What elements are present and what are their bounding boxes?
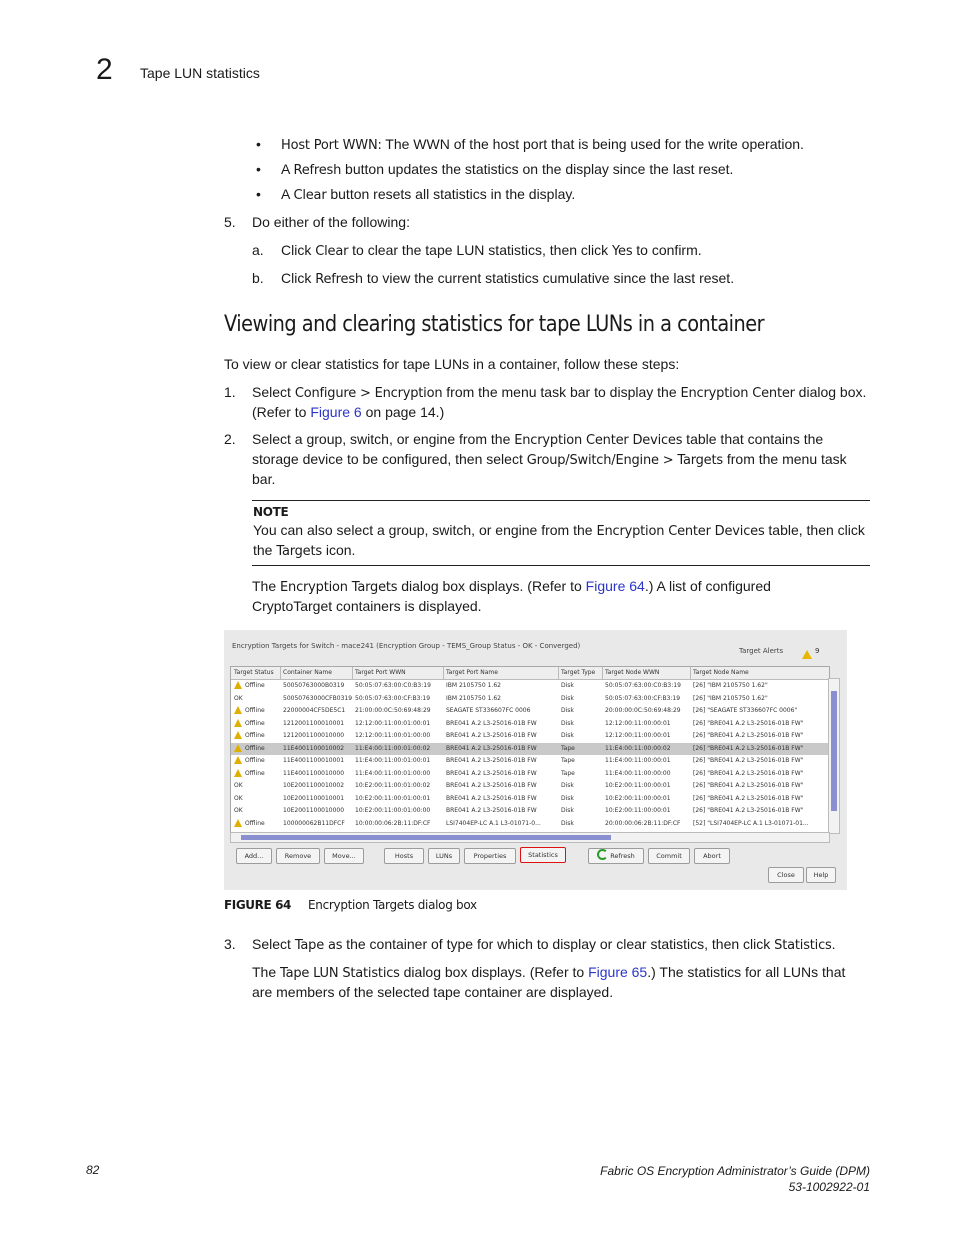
scroll-thumb[interactable] (241, 835, 611, 840)
warning-icon (802, 644, 812, 663)
column-header[interactable]: Target Node Name (693, 669, 749, 676)
table-cell: 11:E4:00:11:00:00:00 (605, 769, 671, 777)
table-cell: 10:E2:00:11:00:00:01 (605, 807, 671, 814)
table-row[interactable] (231, 743, 829, 756)
table-cell: OK (234, 694, 243, 702)
substep-label: b. (252, 270, 264, 286)
table-cell: 11:E4:00:11:00:01:00:00 (355, 769, 431, 777)
chapter-title: Tape LUN statistics (140, 65, 260, 81)
footer-doc-info (600, 1163, 870, 1195)
doc-title: Fabric OS Encryption Administrator’s Guide (DPM) (600, 1164, 870, 1178)
column-divider[interactable] (558, 667, 559, 679)
table-cell: 10:E2:00:11:00:01:00:00 (355, 807, 431, 814)
table-cell: BRE041 A.2 L3-25016-01B FW (446, 794, 537, 802)
table-row[interactable] (231, 793, 829, 806)
refresh-button[interactable]: Refresh (588, 848, 644, 864)
table-cell: 50050763000B0319 (283, 682, 345, 689)
table-cell: 100000062B11DFCF (283, 819, 345, 827)
table-cell: 10:00:00:06:2B:11:DF:CF (355, 819, 431, 827)
step-number: 2. (224, 431, 236, 447)
table-cell: Disk (561, 807, 574, 814)
table-cell: 22000004CF5DE5C1 (283, 707, 346, 714)
table-cell: Offline (245, 682, 265, 689)
table-cell: [26] "BRE041 A.2 L3-25016-01B FW" (693, 807, 804, 814)
doc-number: 53-1002922-01 (788, 1180, 870, 1194)
table-cell: Disk (561, 819, 574, 827)
table-cell: 11:E4:00:11:00:01:00:02 (355, 744, 431, 752)
abort-button[interactable]: Abort (694, 848, 730, 864)
step-number: 1. (224, 384, 236, 400)
note-text: You can also select a group, switch, or engine from the Encryption Center Devices table, then click the Targets icon. (253, 522, 865, 559)
figure-64-link[interactable]: Figure 64 (585, 578, 645, 594)
table-cell: Disk (561, 719, 574, 727)
table-cell: 12:12:00:11:00:01:00:00 (355, 732, 431, 739)
table-cell: IBM 2105750 1.62 (446, 694, 501, 702)
table-cell: 10:E2:00:11:00:00:01 (605, 782, 671, 789)
encryption-targets-dialog (224, 630, 847, 890)
substep-a: Click Clear to clear the tape LUN statistics, then click Yes to confirm. (281, 242, 702, 259)
table-cell: Disk (561, 707, 574, 714)
table-cell: 11E4001100010002 (283, 744, 345, 752)
table-cell: [26] "IBM 2105750 1.62" (693, 682, 768, 689)
bullet-marker: • (256, 161, 261, 177)
step5-text: Do either of the following: (252, 214, 410, 230)
table-row[interactable] (231, 680, 829, 693)
step-number: 5. (224, 214, 236, 230)
target-alerts-count: 9 (815, 647, 820, 655)
table-row[interactable] (231, 693, 829, 706)
table-row[interactable] (231, 718, 829, 731)
commit-button[interactable]: Commit (648, 848, 690, 864)
table-cell: BRE041 A.2 L3-25016-01B FW (446, 782, 537, 789)
warning-icon (234, 744, 242, 752)
table-cell: OK (234, 807, 243, 814)
table-cell: 12:12:00:11:00:00:01 (605, 719, 671, 727)
luns-button[interactable]: LUNs (428, 848, 460, 864)
table-header (231, 667, 829, 680)
substep-b: Click Refresh to view the current statistics cumulative since the last reset. (281, 270, 735, 287)
table-cell: 1212001100010001 (283, 719, 345, 727)
warning-icon (234, 731, 242, 739)
table-cell: Tape (561, 769, 575, 777)
column-header[interactable]: Target Status (234, 669, 274, 676)
column-header[interactable]: Target Node WWN (605, 669, 660, 676)
warning-icon (234, 719, 242, 727)
close-button[interactable]: Close (768, 867, 804, 883)
table-cell: 10:E2:00:11:00:00:01 (605, 794, 671, 802)
targets-paragraph: The Encryption Targets dialog box displays. (Refer to Figure 64.) A list of configured CryptoTarget containers is displayed. (252, 578, 771, 614)
table-cell: [26] "BRE041 A.2 L3-25016-01B FW" (693, 782, 804, 789)
table-cell: Offline (245, 707, 265, 714)
table-cell: 10E2001100010002 (283, 782, 345, 789)
figure-caption: Encryption Targets dialog box (308, 898, 477, 912)
warning-icon (234, 769, 242, 777)
table-cell: Disk (561, 732, 574, 739)
table-cell: 11:E4:00:11:00:00:02 (605, 744, 671, 752)
horizontal-scrollbar[interactable] (230, 832, 830, 843)
table-cell: [26] "IBM 2105750 1.62" (693, 694, 768, 702)
scroll-thumb[interactable] (831, 691, 837, 811)
properties-button[interactable]: Properties (464, 848, 516, 864)
table-cell: BRE041 A.2 L3-25016-01B FW (446, 719, 537, 727)
column-header[interactable]: Container Name (283, 669, 332, 676)
chapter-number: 2 (96, 53, 113, 86)
step2-text: Select a group, switch, or engine from the Encryption Center Devices table that contains the storage device to be configured, then select Group/Switch/Engine > Targets from the menu task bar. (252, 431, 847, 487)
tape-lun-statistics-paragraph: The Tape LUN Statistics dialog box displays. (Refer to Figure 65.) The statistics for all LUNs that are members of the selected tape container are displayed. (252, 964, 846, 1000)
table-cell: 12:12:00:11:00:00:01 (605, 732, 671, 739)
table-cell: Offline (245, 757, 265, 764)
table-cell: 11E4001100010001 (283, 757, 345, 764)
table-row[interactable] (231, 705, 829, 718)
table-cell: [26] "BRE041 A.2 L3-25016-01B FW" (693, 757, 804, 764)
table-cell: Offline (245, 719, 265, 727)
table-cell: BRE041 A.2 L3-25016-01B FW (446, 757, 537, 764)
table-cell: LSI7404EP-LC A.1 L3-01071-0... (446, 819, 541, 827)
table-cell: Offline (245, 769, 265, 777)
table-cell: [26] "SEAGATE ST336607FC 0006" (693, 707, 798, 714)
page-number: 82 (86, 1163, 100, 1177)
table-cell: 11E4001100010000 (283, 769, 345, 777)
table-cell: 1212001100010000 (283, 732, 345, 739)
table-cell: 10E2001100010000 (283, 807, 345, 814)
table-cell: Disk (561, 682, 574, 689)
add-button[interactable]: Add... (236, 848, 272, 864)
table-cell: 50:05:07:63:00:CF:B3:19 (355, 694, 431, 702)
step-number: 3. (224, 936, 236, 952)
step3-text: Select Tape as the container of type for which to display or clear statistics, then click Statistics. (252, 936, 836, 953)
table-cell: 12:12:00:11:00:01:00:01 (355, 719, 431, 727)
table-cell: [26] "BRE041 A.2 L3-25016-01B FW" (693, 744, 804, 752)
section-intro: To view or clear statistics for tape LUNs in a container, follow these steps: (224, 356, 680, 372)
table-cell: BRE041 A.2 L3-25016-01B FW (446, 744, 537, 752)
table-cell: [26] "BRE041 A.2 L3-25016-01B FW" (693, 719, 804, 727)
warning-icon (234, 706, 242, 714)
note-label: NOTE (253, 505, 289, 519)
warning-icon (234, 756, 242, 764)
remove-button[interactable]: Remove (276, 848, 320, 864)
statistics-button[interactable]: Statistics (520, 847, 566, 863)
table-row[interactable] (231, 755, 829, 768)
table-cell: Disk (561, 794, 574, 802)
move-button[interactable]: Move... (324, 848, 364, 864)
column-divider[interactable] (280, 667, 281, 679)
table-cell: IBM 2105750 1.62 (446, 682, 501, 689)
table-cell: BRE041 A.2 L3-25016-01B FW (446, 732, 537, 739)
table-cell: 20:00:00:06:2B:11:DF:CF (605, 819, 681, 827)
table-cell: OK (234, 782, 243, 789)
table-row[interactable] (231, 768, 829, 781)
table-cell: 11:E4:00:11:00:01:00:01 (355, 757, 431, 764)
bullet-refresh: A Refresh button updates the statistics on the display since the last reset. (281, 161, 734, 178)
table-cell: 10E2001100010001 (283, 794, 345, 802)
table-cell: 50:05:07:63:00:CF:B3:19 (605, 694, 681, 702)
bullet-marker: • (256, 186, 261, 202)
substep-label: a. (252, 242, 264, 258)
table-cell: [26] "BRE041 A.2 L3-25016-01B FW" (693, 732, 804, 739)
table-cell: 50:05:07:63:00:C0:B3:19 (605, 682, 681, 689)
refresh-icon (597, 849, 608, 860)
table-cell: 20:00:00:0C:50:69:48:29 (605, 707, 681, 714)
table-cell: 10:E2:00:11:00:01:00:02 (355, 782, 431, 789)
column-divider[interactable] (352, 667, 353, 679)
table-cell: 10:E2:00:11:00:01:00:01 (355, 794, 431, 802)
table-cell: OK (234, 794, 243, 802)
dialog-title: Encryption Targets for Switch - mace241 (Encryption Group - TEMS_Group Status - OK - Converged) (232, 642, 581, 650)
vertical-scrollbar[interactable] (828, 678, 840, 834)
table-row[interactable] (231, 780, 829, 793)
bullet-marker: • (256, 136, 261, 152)
column-divider[interactable] (690, 667, 691, 679)
figure-65-link[interactable]: Figure 65 (588, 964, 648, 980)
table-cell: [26] "BRE041 A.2 L3-25016-01B FW" (693, 794, 804, 802)
table-cell: 21:00:00:0C:50:69:48:29 (355, 707, 431, 714)
column-divider[interactable] (443, 667, 444, 679)
figure-label: FIGURE 64 (224, 898, 291, 912)
column-divider[interactable] (602, 667, 603, 679)
table-cell: BRE041 A.2 L3-25016-01B FW (446, 807, 537, 814)
warning-icon (234, 681, 242, 689)
column-header[interactable]: Target Type (561, 669, 596, 676)
table-cell: Tape (561, 744, 575, 752)
table-cell: BRE041 A.2 L3-25016-01B FW (446, 769, 537, 777)
warning-icon (234, 819, 242, 827)
section-heading: Viewing and clearing statistics for tape LUNs in a container (224, 312, 765, 337)
bullet-clear: A Clear button resets all statistics in the display. (281, 186, 576, 203)
table-cell: 11:E4:00:11:00:00:01 (605, 757, 671, 764)
table-cell: [52] "LSI7404EP-LC A.1 L3-01071-01... (693, 819, 809, 827)
table-row[interactable] (231, 818, 829, 831)
target-alerts-label[interactable]: Target Alerts (739, 647, 784, 655)
help-button[interactable]: Help (806, 867, 836, 883)
table-row[interactable] (231, 730, 829, 743)
table-cell: Offline (245, 744, 265, 752)
table-cell: 50:05:07:63:00:C0:B3:19 (355, 682, 431, 689)
table-cell: Tape (561, 757, 575, 764)
table-cell: Disk (561, 782, 574, 789)
table-cell: Disk (561, 694, 574, 702)
targets-table (230, 666, 830, 834)
column-header[interactable]: Target Port WWN (355, 669, 406, 676)
step1-text: Select Configure > Encryption from the menu task bar to display the Encryption Center dialog box. (Refer to Figure 6 on page 14.) (252, 384, 867, 420)
column-header[interactable]: Target Port Name (446, 669, 498, 676)
figure-6-link[interactable]: Figure 6 (310, 404, 362, 420)
table-cell: SEAGATE ST336607FC 0006 (446, 707, 531, 714)
table-cell: Offline (245, 732, 265, 739)
table-cell: Offline (245, 819, 265, 827)
table-cell: [26] "BRE041 A.2 L3-25016-01B FW" (693, 769, 804, 777)
hosts-button[interactable]: Hosts (384, 848, 424, 864)
bullet-host-port-wwn: Host Port WWN: The WWN of the host port that is being used for the write operation. (281, 136, 804, 153)
table-cell: 50050763000CFB0319 (283, 694, 353, 702)
table-row[interactable] (231, 805, 829, 818)
